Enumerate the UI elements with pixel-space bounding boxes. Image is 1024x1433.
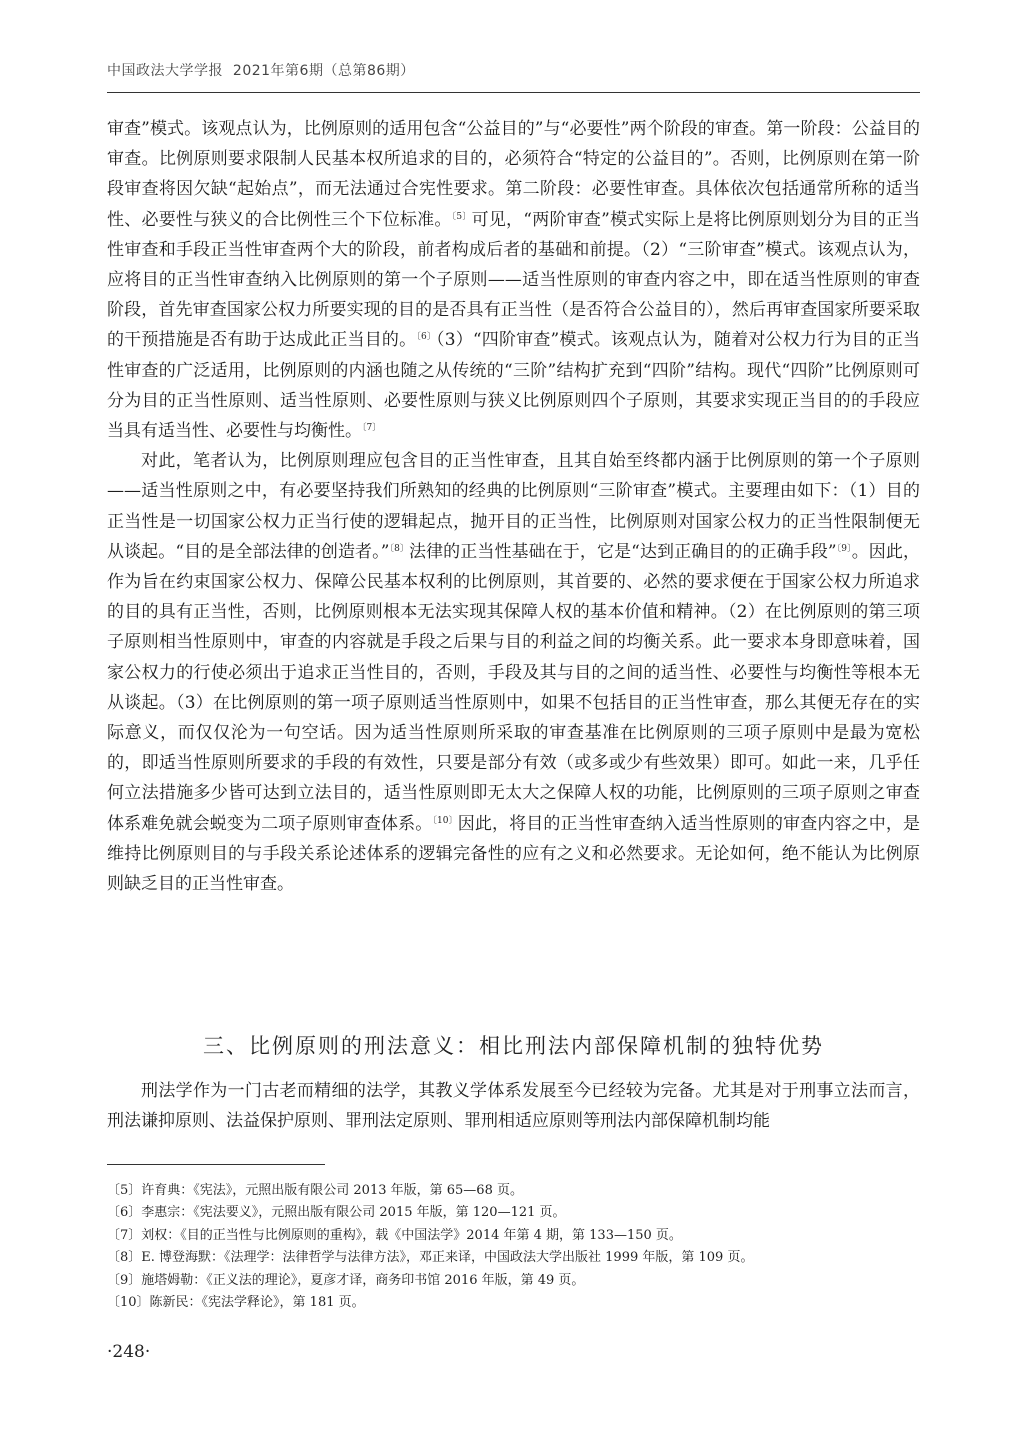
footnote-ref-5[interactable]: 〔5〕	[451, 211, 472, 222]
paragraph-1-text-c: （3）“四阶审查”模式。该观点认为，随着对公权力行为目的正当性审查的广泛适用，比例原则的内涵也随之从传统的“三阶”结构扩充到“四阶”结构。现代“四阶”比例原则可分为目的正当性原则、适当性原则、必要性原则与狭义比例原则四个子原则，其要求实现正当目的的手段应当具有适当性、必要性与均衡性。	[107, 330, 920, 442]
footnote-8: 〔8〕E. 博登海默：《法理学：法律哲学与法律方法》，邓正来译，中国政法大学出版社 1999 年版，第 109 页。	[107, 1250, 754, 1266]
paragraph-2-text-c: 。因此，作为旨在约束国家公权力、保障公民基本权利的比例原则，其首要的、必然的要求便在于国家公权力所追求的目的具有正当性，否则，比例原则根本无法实现其保障人权的基本价值和精神。（2）在比例原则的第三项子原则相当性原则中，审查的内容就是手段之后果与目的利益之间的均衡关系。此一要求本身即意味着，国家公权力的行使必须出于追求正当性目的，否则，手段及其与目的之间的适当性、必要性与均衡性等根本无从谈起。（3）在比例原则的第一项子原则适当性原则中，如果不包括目的正当性审查，那么其便无存在的实际意义，而仅仅沦为一句空话。因为适当性原则所采取的审查基准在比例原则的三项子原则中是最为宽松的，即适当性原则所要求的手段的有效性，只要是部分有效（或多或少有些效果）即可。如此一来，几乎任何立法措施多少皆可达到立法目的，适当性原则即无太大之保障人权的功能，比例原则的三项子原则之审查体系难免就会蜕变为二项子原则审查体系。	[107, 541, 920, 834]
section-heading: 三、比例原则的刑法意义：相比刑法内部保障机制的独特优势	[203, 1034, 824, 1058]
paragraph-2-text-b: 法律的正当性基础在于，它是“达到正确目的的正确手段”	[409, 541, 837, 562]
footnote-rule	[107, 1164, 325, 1165]
paragraph-3: 刑法学作为一门古老而精细的法学，其教义学体系发展至今已经较为完备。尤其是对于刑事立法而言，刑法谦抑原则、法益保护原则、罪刑法定原则、罪刑相适应原则等刑法内部保障机制均能	[107, 1081, 920, 1132]
footnote-9: 〔9〕施塔姆勒：《正义法的理论》，夏彦才译，商务印书馆 2016 年版，第 49 页。	[107, 1272, 585, 1288]
footnote-10: 〔10〕陈新民：《宪法学释论》，第 181 页。	[107, 1295, 365, 1311]
footnotes	[107, 1180, 920, 1314]
paragraph-1-text-a: 审查”模式。该观点认为，比例原则的适用包含“公益目的”与“必要性”两个阶段的审查。第一阶段：公益目的审查。比例原则要求限制人民基本权所追求的目的，必须符合“特定的公益目的”。否则，比例原则在第一阶段审查将因欠缺“起始点”，而无法通过合宪性要求。第二阶段：必要性审查。具体依次包括通常所称的适当性、必要性与狭义的合比例性三个下位标准。	[107, 119, 920, 230]
running-header	[107, 60, 920, 88]
paragraph-2-text-d: 因此，将目的正当性审查纳入适当性原则的审查内容之中，是维持比例原则目的与手段关系论述体系的逻辑完备性的应有之义和必然要求。无论如何，绝不能认为比例原则缺乏目的正当性审查。	[107, 813, 921, 895]
paragraph-1	[107, 114, 920, 446]
paragraph-1-text-b: 可见，“两阶审查”模式实际上是将比例原则划分为目的正当性审查和手段正当性审查两个大的阶段，前者构成后者的基础和前提。（2）“三阶审查”模式。该观点认为，应将目的正当性审查纳入比例原则的第一个子原则——适当性原则的审查内容之中，即在适当性原则的审查阶段，首先审查国家公权力所要实现的目的是否具有正当性（是否符合公益目的），然后再审查国家所要采取的干预措施是否有助于达成此正当目的。	[107, 209, 921, 351]
page-number: ·248·	[107, 1342, 151, 1362]
footnote-5: 〔5〕许育典：《宪法》，元照出版有限公司 2013 年版，第 65—68 页。	[107, 1183, 523, 1198]
footnote-ref-7[interactable]: 〔7〕	[362, 423, 382, 434]
section-text	[107, 1076, 920, 1136]
footnote-ref-6[interactable]: 〔6〕	[416, 332, 437, 343]
main-text	[107, 114, 920, 899]
paragraph-2-text-a: 对此，笔者认为，比例原则理应包含目的正当性审查，且其自始至终都内涵于比例原则的第一个子原则——适当性原则之中，有必要坚持我们所熟知的经典的比例原则“三阶审查”模式。主要理由如下：（1）目的正当性是一切国家公权力正当行使的逻辑起点，抛开目的正当性，比例原则对国家公权力的正当性限制便无从谈起。“目的是全部法律的创造者。”	[107, 451, 920, 562]
issue-label: 2021年第6期（总第86期）	[232, 63, 415, 79]
paragraph-2	[107, 446, 920, 899]
footnote-7: 〔7〕刘权：《目的正当性与比例原则的重构》，载《中国法学》2014 年第 4 期，第 133—150 页。	[107, 1227, 682, 1243]
footnote-ref-10[interactable]: 〔10〕	[432, 815, 458, 826]
journal-name: 中国政法大学学报	[107, 63, 223, 79]
footnote-6: 〔6〕李惠宗：《宪法要义》，元照出版有限公司 2015 年版，第 120—121 页。	[107, 1205, 566, 1221]
footnote-ref-8[interactable]: 〔8〕	[389, 543, 409, 554]
footnote-ref-9[interactable]: 〔9〕	[836, 543, 852, 554]
header-rule	[107, 92, 920, 93]
